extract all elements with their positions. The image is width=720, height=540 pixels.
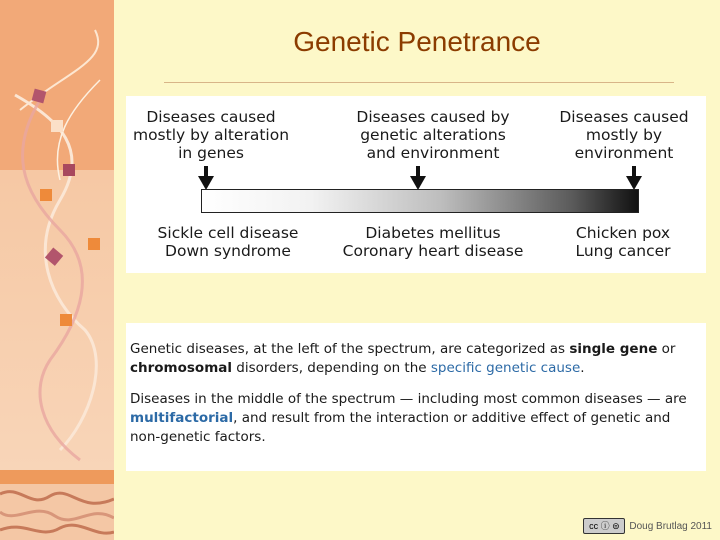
- decorative-sidebar: [0, 0, 114, 540]
- text-span: or: [657, 341, 676, 357]
- sidebar-texture: [0, 484, 114, 540]
- paragraph-left-spectrum: [130, 340, 698, 378]
- label-environment: Diseases caused mostly by environment: [559, 108, 689, 162]
- link-specific-genetic-cause[interactable]: specific genetic cause: [430, 360, 581, 376]
- arrow-down-icon: [626, 166, 642, 190]
- spectrum-gradient-bar: [201, 189, 639, 213]
- link-multifactorial[interactable]: multifactorial: [130, 410, 234, 426]
- author-credit: Doug Brutlag 2011: [629, 520, 712, 532]
- text-span: disorders, depending on the: [232, 360, 431, 376]
- label-genetic-environment: Diseases caused by genetic alterations and environment: [356, 108, 510, 162]
- text-span: Diseases in the middle of the spectrum — including most common diseases — are: [130, 391, 687, 407]
- examples-genetic-environment: Diabetes mellitus Coronary heart disease: [342, 224, 524, 260]
- arrow-down-icon: [198, 166, 214, 190]
- text-span: Genetic diseases, at the left of the spectrum, are categorized as: [130, 341, 570, 357]
- explanation-text-box: [126, 323, 706, 471]
- footer: [583, 518, 712, 534]
- dna-strand-decoration: [0, 0, 114, 470]
- term-single-gene: single gene: [569, 341, 658, 357]
- title-divider: [164, 82, 674, 83]
- text-span: , and result from the interaction or additive effect of genetic and non-genetic factors.: [130, 410, 671, 445]
- text-span: .: [580, 360, 585, 376]
- examples-genetic: Sickle cell disease Down syndrome: [157, 224, 299, 260]
- sidebar-band: [0, 470, 114, 484]
- arrow-down-icon: [410, 166, 426, 190]
- penetrance-spectrum-diagram: [126, 96, 706, 273]
- paragraph-middle-spectrum: [130, 390, 698, 447]
- creative-commons-badge-icon: cc ⓘ ⊜: [583, 518, 625, 534]
- examples-environment: Chicken pox Lung cancer: [575, 224, 671, 260]
- label-genetic: Diseases caused mostly by alteration in genes: [132, 108, 290, 162]
- term-chromosomal: chromosomal: [130, 360, 233, 376]
- page-title: Genetic Penetrance: [293, 26, 541, 57]
